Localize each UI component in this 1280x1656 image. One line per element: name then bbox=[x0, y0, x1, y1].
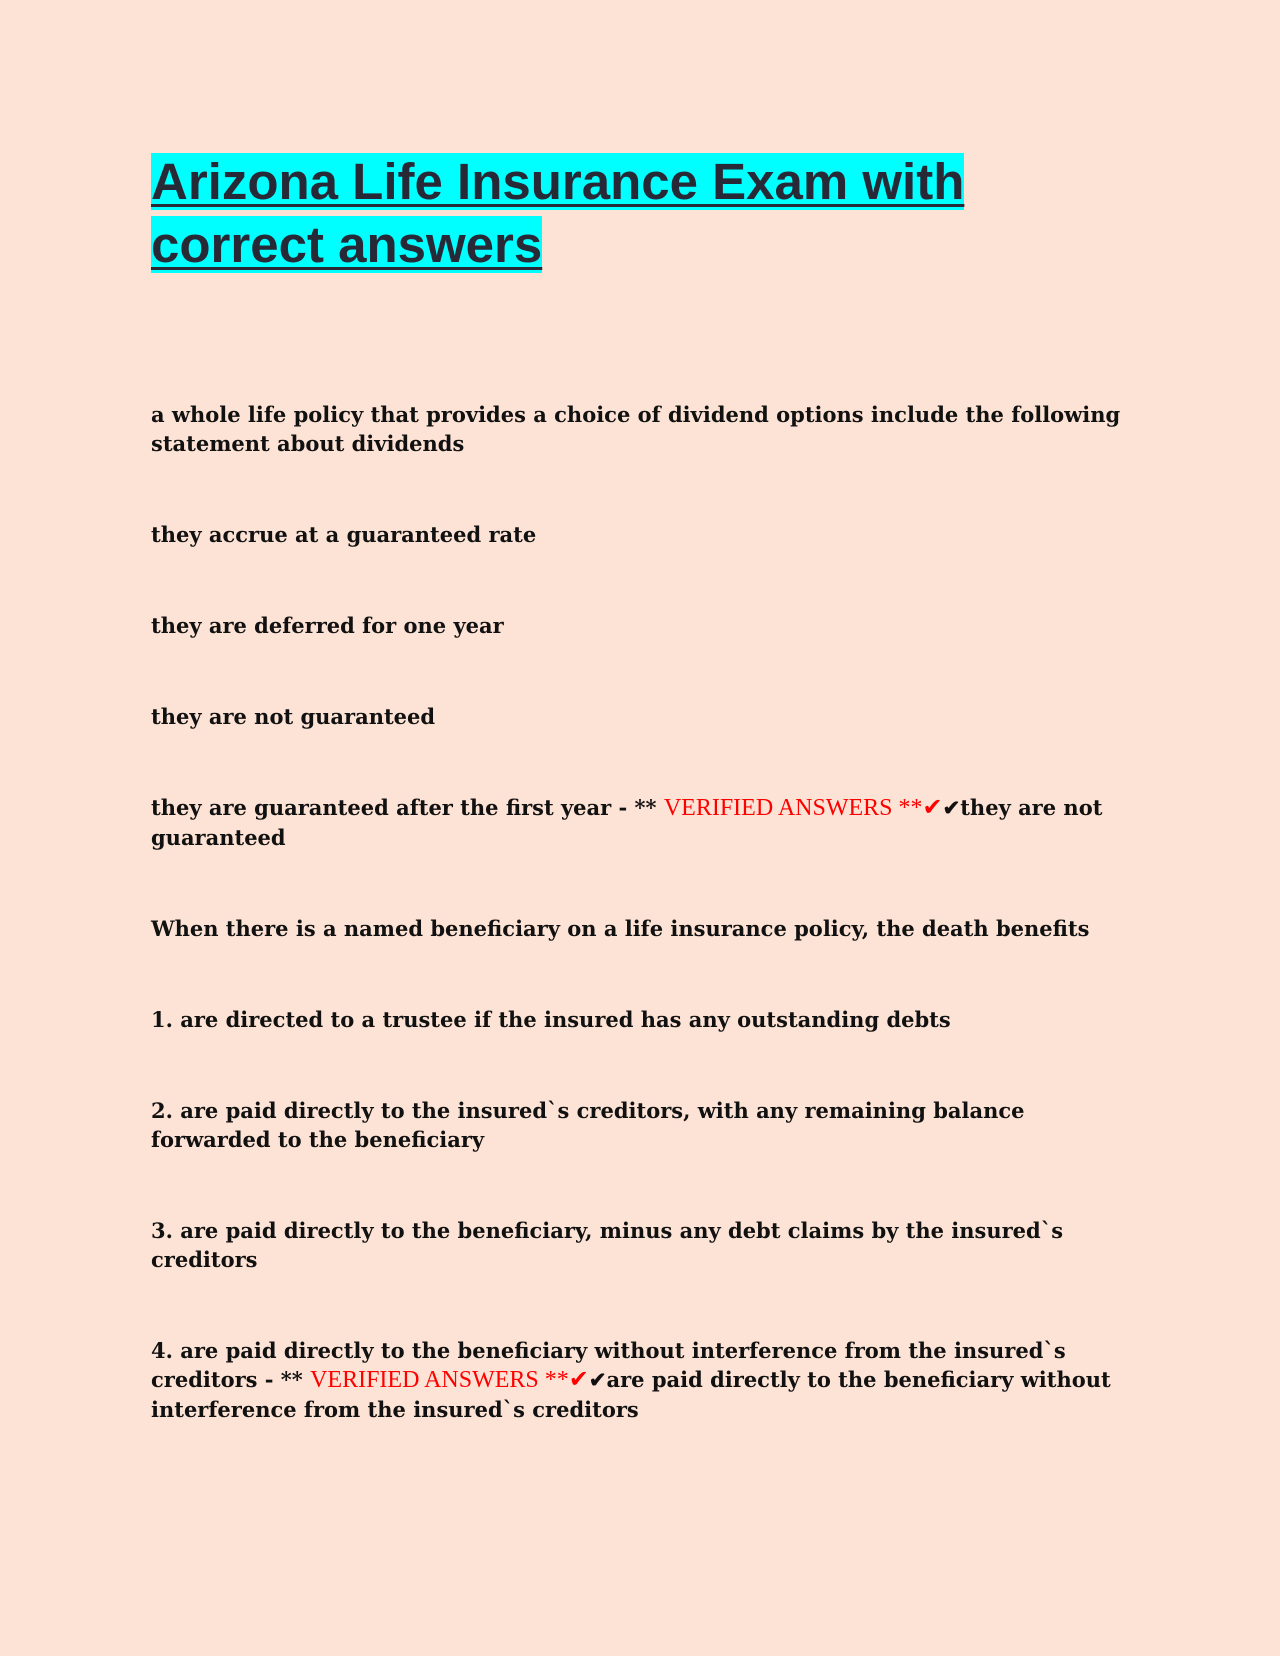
document-page bbox=[151, 150, 1131, 1486]
option: they are deferred for one year bbox=[151, 613, 504, 638]
option: 1. are directed to a trustee if the insured has any outstanding debts bbox=[151, 1007, 951, 1032]
option-with-answer: 4. are paid directly to the beneficiary without interference from the insured`s creditors - ** VERIFIED ANSWERS **✔✔are paid directly to the beneficiary without interference from the insured`s creditors bbox=[151, 1338, 1111, 1422]
document-body bbox=[151, 400, 1131, 1424]
answer: ✔are paid directly to the beneficiary without interference from the insured`s creditors bbox=[151, 1367, 1111, 1422]
option: 2. are paid directly to the insured`s creditors, with any remaining balance forwarded to the beneficiary bbox=[151, 1098, 1025, 1152]
question-2: When there is a named beneficiary on a life insurance policy, the death benefits bbox=[151, 916, 1090, 941]
option: 3. are paid directly to the beneficiary, minus any debt claims by the insured`s creditors bbox=[151, 1218, 1064, 1272]
option: they are not guaranteed bbox=[151, 704, 436, 729]
verified-answers-label: VERIFIED ANSWERS **✔ bbox=[310, 1367, 589, 1393]
option: they accrue at a guaranteed rate bbox=[151, 522, 537, 547]
verified-answers-label: VERIFIED ANSWERS **✔ bbox=[663, 795, 943, 821]
answer: ✔they are not guaranteed bbox=[151, 795, 1103, 850]
question-1: a whole life policy that provides a choice of dividend options include the following statement about dividends bbox=[151, 402, 1121, 456]
document-title: Arizona Life Insurance Exam with correct answers bbox=[151, 153, 965, 273]
option-with-answer: they are guaranteed after the first year - ** VERIFIED ANSWERS **✔✔they are not guaranteed bbox=[151, 795, 1103, 850]
